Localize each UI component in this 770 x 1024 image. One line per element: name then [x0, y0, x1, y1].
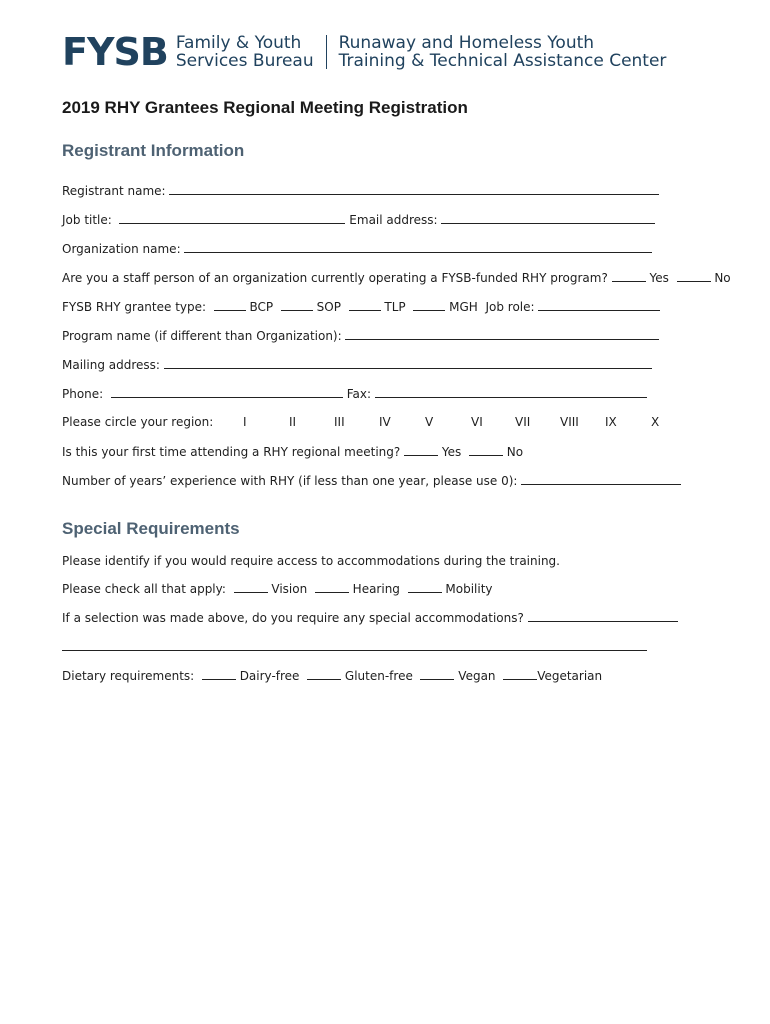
check-all-row	[62, 581, 493, 596]
mobility-field[interactable]	[408, 581, 442, 593]
staff-question-row	[62, 270, 731, 285]
region-option-1[interactable]: I	[243, 415, 247, 429]
hearing-label: Hearing	[352, 582, 400, 596]
years-field[interactable]	[521, 473, 681, 485]
org-name-line2: Services Bureau	[175, 51, 314, 71]
first-time-no-label: No	[506, 445, 524, 459]
years-row	[62, 473, 681, 488]
region-option-3[interactable]: III	[334, 415, 345, 429]
grantee-type-bcp: BCP	[249, 300, 274, 314]
region-option-4[interactable]: IV	[379, 415, 391, 429]
hearing-field[interactable]	[315, 581, 349, 593]
program-name-label: Program name (if different than Organization):	[62, 329, 342, 343]
grantee-type-row	[62, 299, 660, 314]
years-label: Number of years’ experience with RHY (if less than one year, please use 0):	[62, 474, 518, 488]
job-title-field[interactable]	[119, 212, 345, 224]
staff-no-field[interactable]	[677, 270, 711, 282]
organization-row	[62, 241, 652, 256]
identify-text: Please identify if you would require access to accommodations during the training.	[62, 554, 560, 568]
staff-yes-label: Yes	[649, 271, 669, 285]
phone-field[interactable]	[111, 386, 343, 398]
bcp-field[interactable]	[214, 299, 246, 311]
grantee-type-tlp: TLP	[384, 300, 406, 314]
fax-field[interactable]	[375, 386, 647, 398]
organization-label: Organization name:	[62, 242, 181, 256]
first-time-yes-label: Yes	[441, 445, 462, 459]
phone-label: Phone:	[62, 387, 104, 401]
organization-field[interactable]	[184, 241, 652, 253]
org-name	[176, 34, 314, 70]
region-label: Please circle your region:	[62, 415, 214, 429]
accommodations-row	[62, 610, 678, 625]
mgh-field[interactable]	[413, 299, 445, 311]
accommodations-field[interactable]	[528, 610, 678, 622]
special-requirements-heading: Special Requirements	[62, 519, 240, 538]
center-name-line2: Training & Technical Assistance Center	[338, 51, 667, 71]
region-option-7[interactable]: VII	[515, 415, 531, 429]
check-all-label: Please check all that apply:	[62, 582, 226, 596]
first-time-question: Is this your first time attending a RHY regional meeting?	[62, 445, 401, 459]
vegetarian-label: Vegetarian	[537, 669, 603, 683]
vision-field[interactable]	[234, 581, 268, 593]
vegan-field[interactable]	[420, 668, 454, 680]
program-name-field[interactable]	[345, 328, 659, 340]
job-title-label: Job title:	[62, 213, 112, 227]
grantee-type-label: FYSB RHY grantee type:	[62, 300, 207, 314]
region-option-10[interactable]: X	[651, 415, 660, 429]
registrant-name-label: Registrant name:	[62, 184, 166, 198]
email-label: Email address:	[349, 213, 438, 227]
org-name-line1: Family & Youth	[175, 33, 302, 53]
job-email-row	[62, 212, 655, 227]
mobility-label: Mobility	[445, 582, 493, 596]
phone-fax-row	[62, 386, 647, 401]
vision-label: Vision	[271, 582, 308, 596]
first-time-row	[62, 444, 523, 459]
dietary-row	[62, 668, 602, 683]
staff-yes-field[interactable]	[612, 270, 646, 282]
job-role-label: Job role:	[485, 300, 535, 314]
center-name	[339, 34, 667, 70]
registrant-name-field[interactable]	[169, 183, 659, 195]
gluten-free-field[interactable]	[307, 668, 341, 680]
staff-question: Are you a staff person of an organization currently operating a FYSB-funded RHY program?	[62, 271, 608, 285]
staff-no-label: No	[714, 271, 731, 285]
accommodations-question: If a selection was made above, do you require any special accommodations?	[62, 611, 524, 625]
vegan-label: Vegan	[458, 669, 496, 683]
grantee-type-mgh: MGH	[449, 300, 478, 314]
page-header	[62, 30, 702, 74]
mailing-row	[62, 357, 652, 372]
first-time-no-field[interactable]	[469, 444, 503, 456]
first-time-yes-field[interactable]	[404, 444, 438, 456]
program-name-row	[62, 328, 659, 343]
sop-field[interactable]	[281, 299, 313, 311]
region-option-8[interactable]: VIII	[560, 415, 579, 429]
dairy-free-label: Dairy-free	[239, 669, 300, 683]
grantee-type-sop: SOP	[316, 300, 341, 314]
registrant-info-heading: Registrant Information	[62, 141, 245, 160]
region-option-6[interactable]: VI	[471, 415, 483, 429]
mailing-field[interactable]	[164, 357, 652, 369]
mailing-label: Mailing address:	[62, 358, 160, 372]
dairy-free-field[interactable]	[202, 668, 236, 680]
email-field[interactable]	[441, 212, 655, 224]
accommodations-extra-field[interactable]	[62, 639, 647, 651]
region-option-2[interactable]: II	[289, 415, 297, 429]
job-role-field[interactable]	[538, 299, 660, 311]
gluten-free-label: Gluten-free	[344, 669, 413, 683]
region-option-5[interactable]: V	[425, 415, 434, 429]
fysb-logo: FYSB	[62, 30, 168, 74]
dietary-label: Dietary requirements:	[62, 669, 195, 683]
region-row	[62, 415, 682, 429]
region-option-9[interactable]: IX	[605, 415, 617, 429]
fax-label: Fax:	[346, 387, 371, 401]
form-title: 2019 RHY Grantees Regional Meeting Registration	[62, 98, 468, 117]
accommodations-extra-row	[62, 639, 647, 654]
center-name-line1: Runaway and Homeless Youth	[338, 33, 595, 53]
header-divider	[326, 35, 327, 69]
registrant-name-row	[62, 183, 659, 198]
vegetarian-field[interactable]	[503, 668, 537, 680]
tlp-field[interactable]	[349, 299, 381, 311]
